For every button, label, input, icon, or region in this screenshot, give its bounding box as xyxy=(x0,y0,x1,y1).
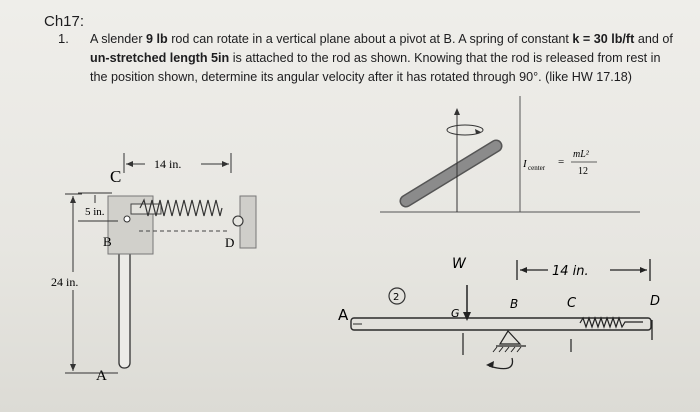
spring-constant: k = 30 lb/ft xyxy=(572,32,635,46)
unstretched-length: un-stretched length 5in xyxy=(90,51,230,65)
pivot-pin xyxy=(124,216,130,222)
inertia-box xyxy=(380,96,640,212)
formula-numerator: mL² xyxy=(573,149,589,160)
sketch-pivot xyxy=(500,331,520,344)
sketch-spring xyxy=(580,318,643,327)
formula-equals: = xyxy=(558,156,565,168)
label-d: D xyxy=(225,235,235,250)
sketch-weight: W xyxy=(452,256,466,272)
problem-number: 1. xyxy=(58,31,69,46)
rod-weight: 9 lb xyxy=(146,32,168,46)
rotation-arrow-icon xyxy=(447,125,483,135)
sketch-point-a: A xyxy=(338,306,349,324)
problem-statement: A slender 9 lb rod can rotate in a vertical plane about a pivot at B. A spring of constant k = 30 lb/ft and of un-stretched length 5in is attached to the rod as shown. Knowing that the rod is released from rest in the position shown, determine its angular velocity after it has rotated through 90°. (like HW 17.18) xyxy=(90,32,673,84)
label-c: C xyxy=(110,167,122,186)
sketch-cm: G xyxy=(451,307,460,320)
label-b: B xyxy=(103,234,112,249)
printed-figure xyxy=(51,153,256,384)
inertia-symbol: I xyxy=(523,158,527,170)
formula-denominator: 12 xyxy=(578,166,588,177)
sketch-point-d: D xyxy=(650,294,661,309)
sketch-point-b: B xyxy=(510,297,519,311)
sketch-dim-label: 14 in. xyxy=(552,264,589,279)
spring-anchor xyxy=(233,216,243,226)
handwritten-sketch xyxy=(338,256,660,369)
dim-top-label: 14 in. xyxy=(154,157,182,171)
sketch-point-c: C xyxy=(567,296,577,311)
dim-small-label: 5 in. xyxy=(85,206,105,218)
chapter-heading: Ch17: xyxy=(44,13,85,30)
dim-left-label: 24 in. xyxy=(51,275,79,289)
label-a: A xyxy=(96,368,107,384)
sketch-circled-number: 2 xyxy=(393,292,400,303)
inertia-subscript: center xyxy=(528,164,546,172)
